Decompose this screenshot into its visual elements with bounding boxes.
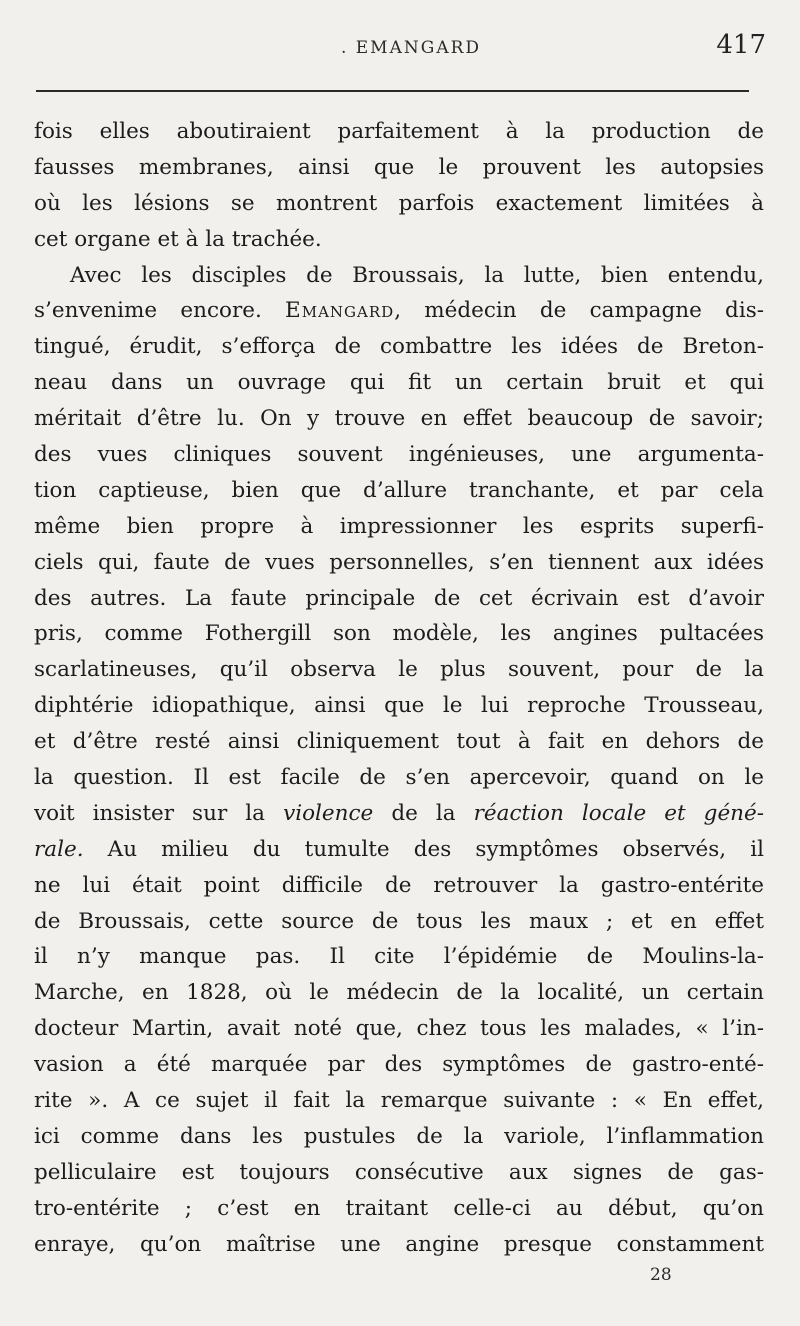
text-line: ici comme dans les pustules de la variole, l’inflammation [34,1123,764,1149]
text-line: des autres. La faute principale de cet écrivain est d’avoir [34,585,764,611]
text-line: où les lésions se montrent parfois exactement limitées à [34,190,764,216]
running-title: . EMANGARD [340,38,482,58]
text-line: même bien propre à impressionner les esprits superfi- [34,513,764,539]
italic-text: violence [283,800,374,826]
text-line: rite ». A ce sujet il fait la remarque suivante : « En effet, [34,1088,764,1114]
text-line: ciels qui, faute de vues personnelles, s’en tiennent aux idées [34,549,764,575]
header-rule [36,90,749,92]
text-line: scarlatineuses, qu’il observa le plus souvent, pour de la [34,657,764,683]
text-line: vasion a été marquée par des symptômes de gastro-enté- [34,1052,764,1078]
text-run: Au milieu du tumulte des symptômes observés, il [83,836,764,862]
text-line: ne lui était point difficile de retrouver la gastro-entérite [34,872,764,898]
text-line [34,293,764,329]
italic-text: rale. [34,836,84,862]
text-line: pelliculaire est toujours consécutive aux signes de gas- [34,1159,764,1185]
text-line: diphtérie idiopathique, ainsi que le lui reproche Trousseau, [34,693,764,719]
text-line: il n’y manque pas. Il cite l’épidémie de Moulins-la- [34,944,764,970]
signature-mark: 28 [650,1265,672,1285]
text-line: Marche, en 1828, où le médecin de la localité, un certain [34,980,764,1006]
text-line: tro-entérite ; c’est en traitant celle-ci au début, qu’on [34,1195,764,1221]
text-line: tion captieuse, bien que d’allure tranchante, et par cela [34,477,764,503]
text-line: docteur Martin, avait noté que, chez tous les malades, « l’in- [34,1016,764,1042]
running-head [36,30,766,66]
text-line: et d’être resté ainsi cliniquement tout à fait en dehors de [34,729,764,755]
text-line [34,796,764,832]
text-line: de Broussais, cette source de tous les maux ; et en effet [34,908,764,934]
text-line: méritait d’être lu. On y trouve en effet beaucoup de savoir; [34,406,764,432]
body-text [34,114,764,1263]
italic-text: réaction locale et géné- [473,800,764,826]
text-line: pris, comme Fothergill son modèle, les angines pultacées [34,621,764,647]
text-run: de la [373,800,474,826]
text-run: s’envenime encore. [34,298,286,324]
text-line: des vues cliniques souvent ingénieuses, une argumenta- [34,442,764,468]
text-line: enraye, qu’on maîtrise une angine presque constamment [34,1231,764,1257]
text-line: la question. Il est facile de s’en apercevoir, quand on le [34,765,764,791]
text-line: fausses membranes, ainsi que le prouvent les autopsies [34,154,764,180]
text-run: voit insister sur la [34,800,284,826]
text-line: tingué, érudit, s’efforça de combattre les idées de Breton- [34,334,764,360]
text-line: fois elles aboutiraient parfaitement à la production de [34,119,764,144]
text-run: , médecin de campagne dis- [394,298,764,324]
text-line: neau dans un ouvrage qui fit un certain bruit et qui [34,370,764,396]
page-number: 417 [716,30,766,60]
text-line [34,832,764,868]
author-name: Emangard [285,298,395,324]
text-line: Avec les disciples de Broussais, la lutte, bien entendu, [70,262,764,288]
text-line: cet organe et à la trachée. [34,226,322,252]
